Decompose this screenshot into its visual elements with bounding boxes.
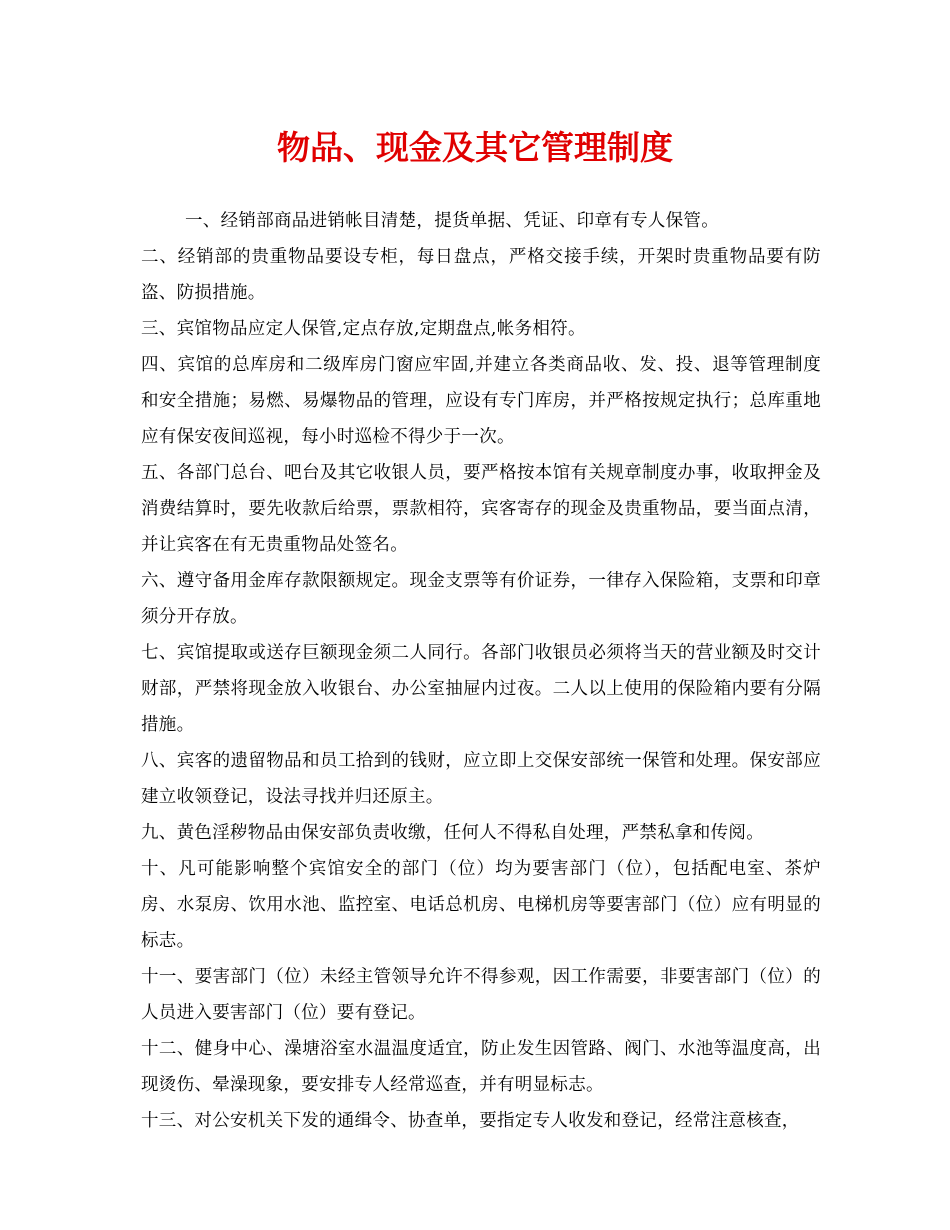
paragraph-4: 四、宾馆的总库房和二级库房门窗应牢固,并建立各类商品收、发、投、退等管理制度和安全措施；易燃、易爆物品的管理，应设有专门库房，并严格按规定执行；总库重地应有保安夜间巡视，每小时巡检不得少于一次。 [141, 355, 821, 447]
paragraph-6: 六、遵守备用金库存款限额规定。现金支票等有价证券，一律存入保险箱，支票和印章须分开存放。 [141, 571, 821, 627]
paragraph-1: 一、经销部商品进销帐目清楚，提货单据、凭证、印章有专人保管。 [185, 211, 719, 231]
paragraph-3: 三、宾馆物品应定人保管,定点存放,定期盘点,帐务相符。 [141, 319, 586, 339]
paragraph-12: 十二、健身中心、澡塘浴室水温温度适宜，防止发生因管路、阀门、水池等温度高，出现烫伤、晕澡现象，要安排专人经常巡查，并有明显标志。 [141, 1039, 821, 1095]
paragraph-2: 二、经销部的贵重物品要设专柜，每日盘点，严格交接手续，开架时贵重物品要有防盗、防损措施。 [141, 247, 821, 303]
paragraph-11: 十一、要害部门（位）未经主管领导允许不得参观，因工作需要，非要害部门（位）的人员进入要害部门（位）要有登记。 [141, 967, 821, 1023]
paragraph-5: 五、各部门总台、吧台及其它收银人员，要严格按本馆有关规章制度办事，收取押金及消费结算时，要先收款后给票，票款相符，宾客寄存的现金及贵重物品，要当面点清，并让宾客在有无贵重物品处签名。 [141, 463, 821, 555]
document-body [141, 203, 821, 1139]
paragraph-8: 八、宾客的遗留物品和员工拾到的钱财，应立即上交保安部统一保管和处理。保安部应建立收领登记，设法寻找并归还原主。 [141, 751, 821, 807]
paragraph-10: 十、凡可能影响整个宾馆安全的部门（位）均为要害部门（位），包括配电室、茶炉房、水泵房、饮用水池、监控室、电话总机房、电梯机房等要害部门（位）应有明显的标志。 [141, 859, 821, 951]
paragraph-13: 十三、对公安机关下发的通缉令、协查单，要指定专人收发和登记，经常注意核查， [141, 1111, 800, 1131]
document-title: 物品、现金及其它管理制度 [277, 128, 673, 167]
paragraph-9: 九、黄色淫秽物品由保安部负责收缴，任何人不得私自处理，严禁私拿和传阅。 [141, 823, 764, 843]
paragraph-7: 七、宾馆提取或送存巨额现金须二人同行。各部门收银员必须将当天的营业额及时交计财部，严禁将现金放入收银台、办公室抽屉内过夜。二人以上使用的保险箱内要有分隔措施。 [141, 643, 821, 735]
